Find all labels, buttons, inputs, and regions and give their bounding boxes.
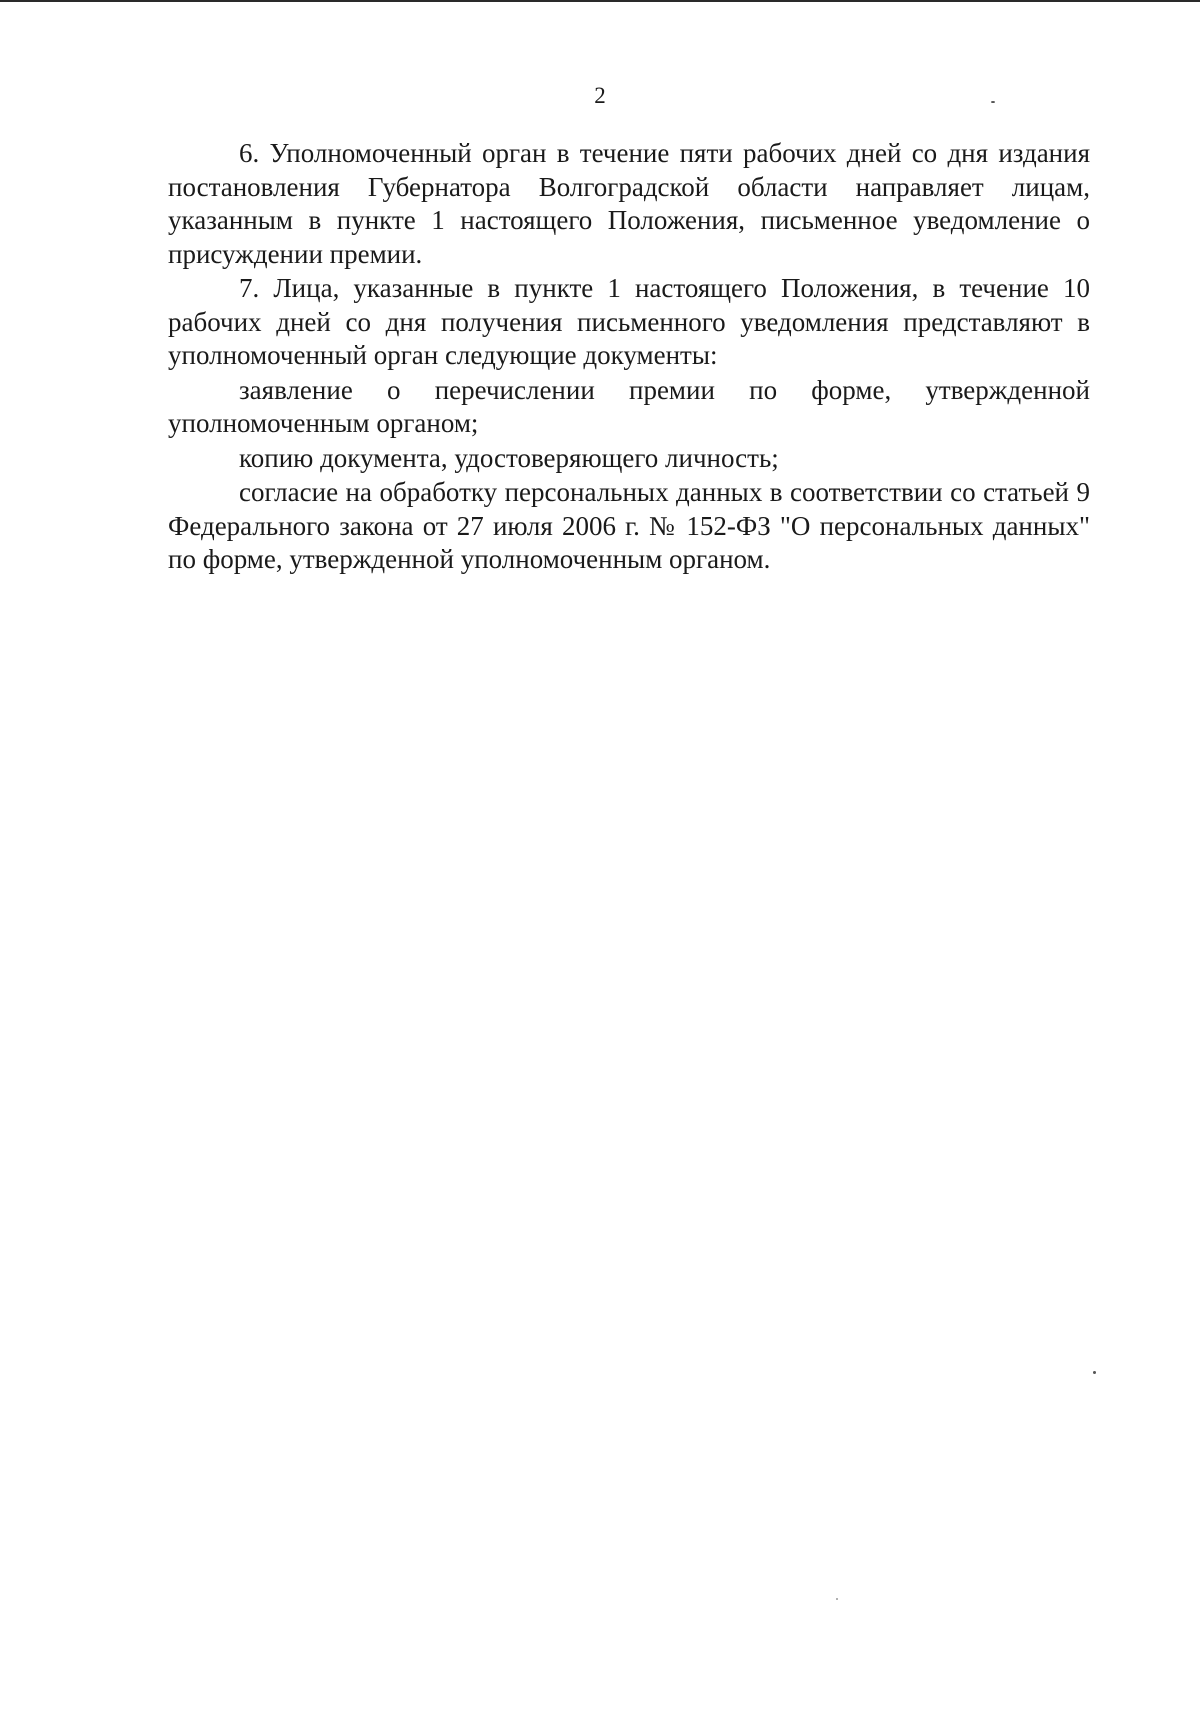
paragraph-document-application: заявление о перечислении премии по форме, утвержденной уполномоченным органом;: [168, 374, 1090, 438]
paragraph-document-consent: согласие на обработку персональных данных в соответствии со статьей 9 Федерального закона от 27 июля 2006 г. № 152-ФЗ "О персональных данных" по форме, утвержденной уполномоченным органом.: [168, 477, 1090, 574]
scan-speck: [991, 101, 995, 103]
page-top-edge: [0, 0, 1200, 2]
scan-speck: [836, 1598, 838, 1600]
paragraph-document-identity: копию документа, удостоверяющего личность;: [239, 442, 779, 473]
paragraph-item-6: 6. Уполномоченный орган в течение пяти рабочих дней со дня издания постановления Губернатора Волгоградской области направляет лицам, указанным в пункте 1 настоящего Положения, письменное уведомление о присуждении премии.: [168, 138, 1090, 269]
paragraph-item-7: 7. Лица, указанные в пункте 1 настоящего Положения, в течение 10 рабочих дней со дня получения письменного уведомления представляют в уполномоченный орган следующие документы:: [168, 273, 1090, 370]
page-number: 2: [594, 83, 606, 108]
scan-speck: [1093, 1371, 1096, 1374]
document-body: [168, 137, 1090, 577]
